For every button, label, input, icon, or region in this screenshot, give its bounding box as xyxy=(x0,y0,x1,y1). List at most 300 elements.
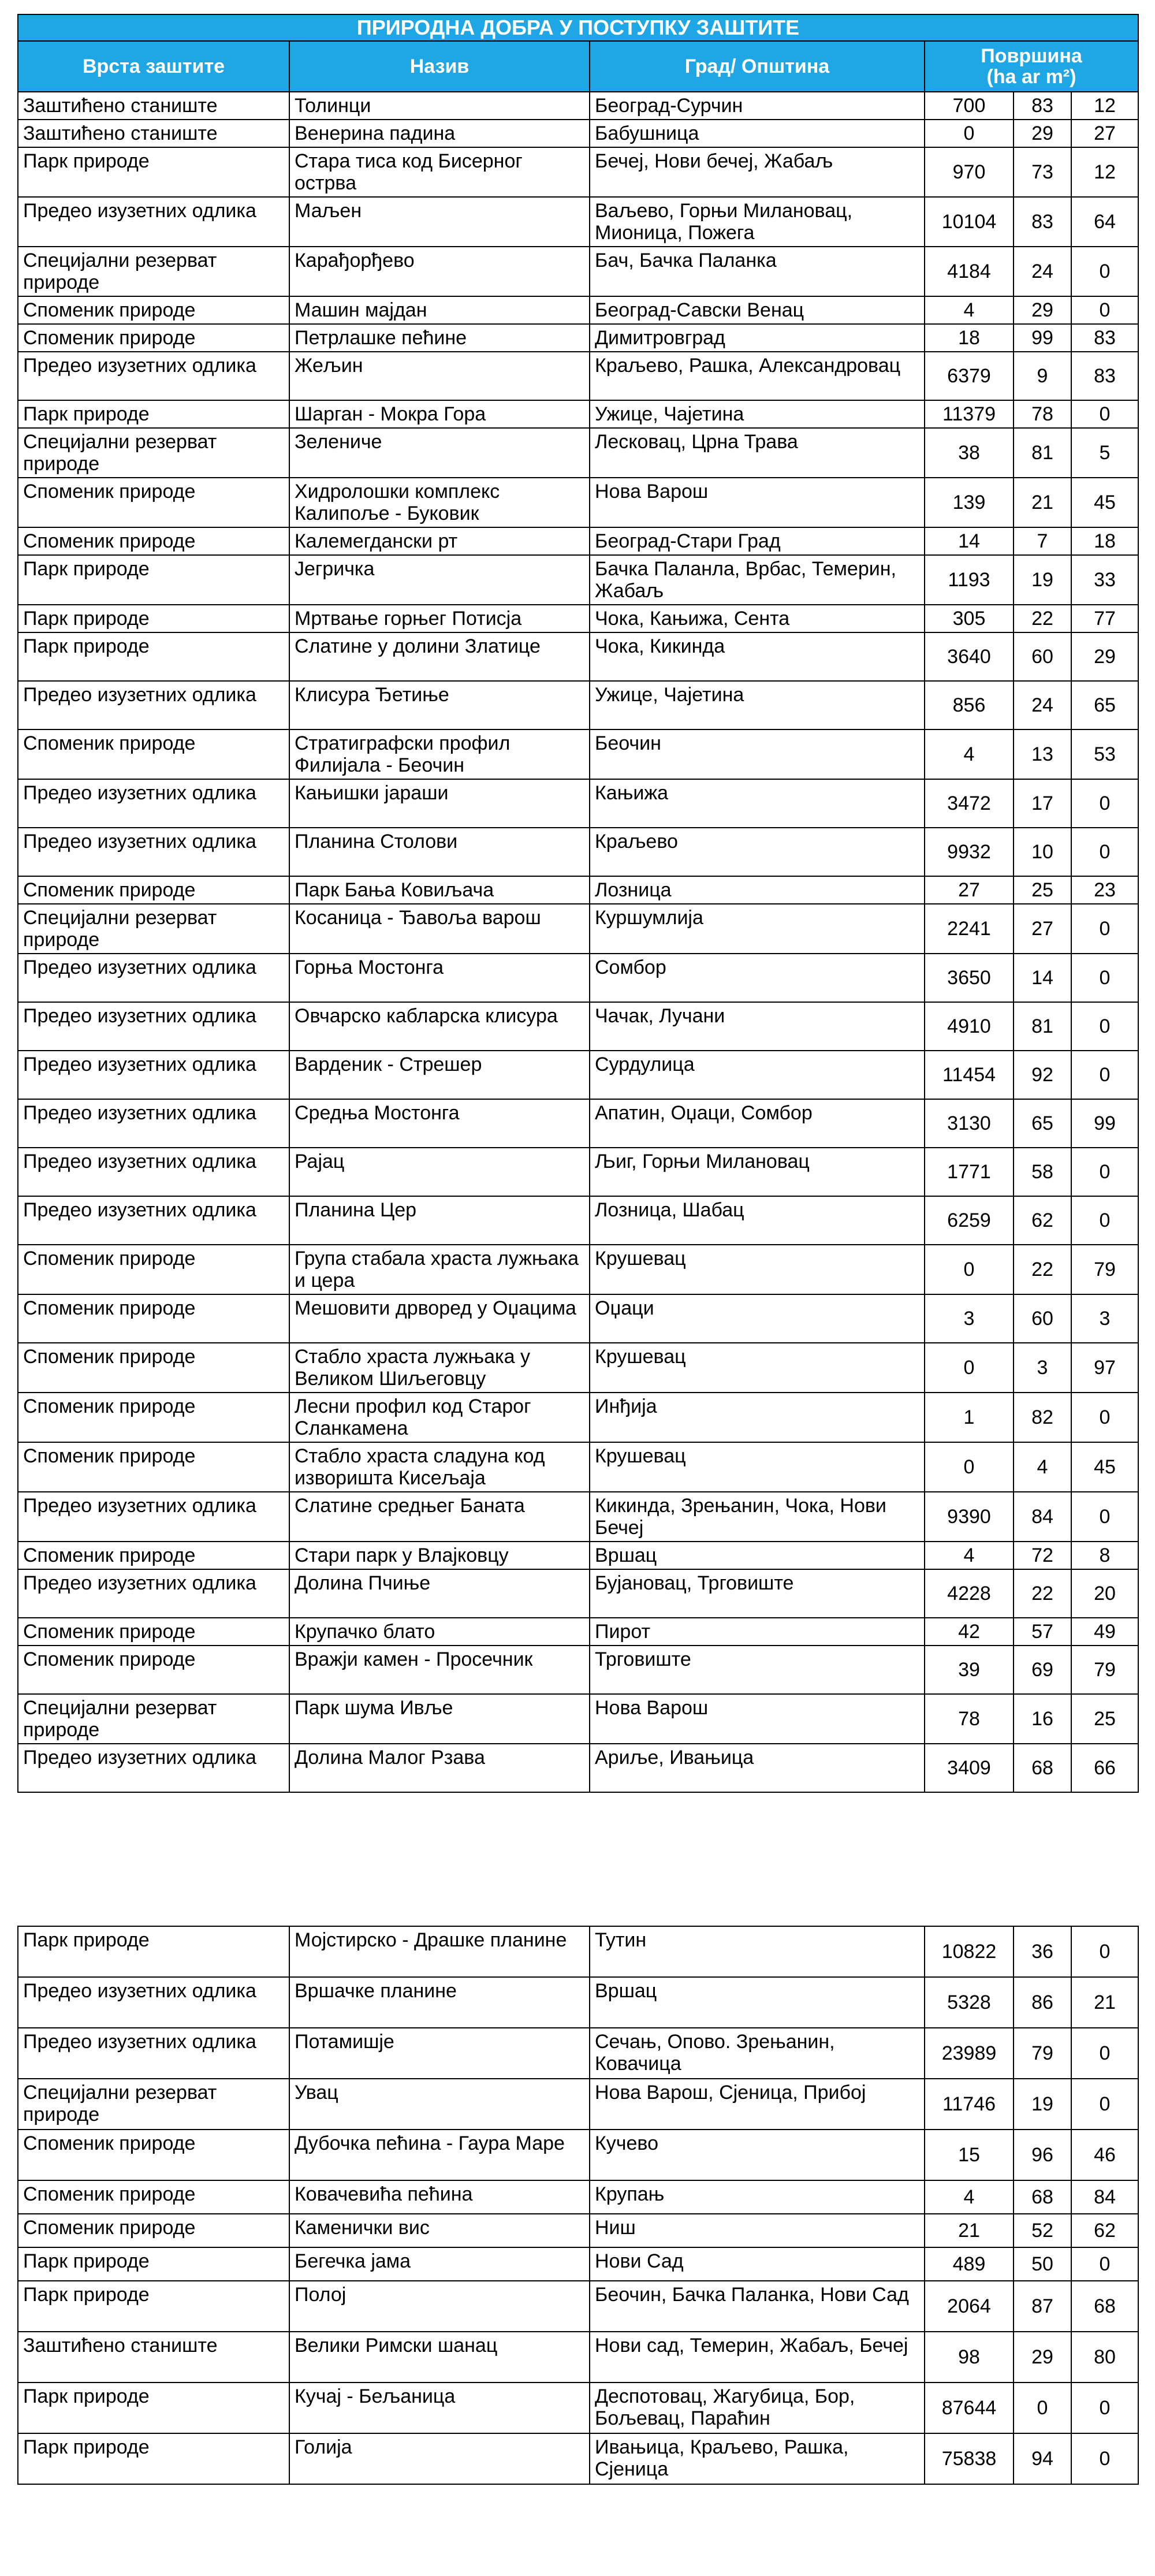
cell-name: Слатине у долини Златице xyxy=(289,632,590,681)
cell-m2: 0 xyxy=(1071,828,1138,876)
cell-type: Парк природе xyxy=(18,555,289,605)
cell-type: Споменик природе xyxy=(18,1294,289,1343)
table-row xyxy=(18,1646,1138,1694)
cell-name: Горња Мостонга xyxy=(289,954,590,1002)
cell-city: Бујановац, Трговиште xyxy=(590,1569,925,1618)
cell-name: Лесни профил код Старог Сланкамена xyxy=(289,1393,590,1442)
cell-city: Тутин xyxy=(590,1926,925,1977)
cell-city: Бечеј, Нови бечеј, Жабаљ xyxy=(590,147,925,197)
cell-m2: 0 xyxy=(1071,1051,1138,1099)
cell-ha: 21 xyxy=(925,2214,1014,2247)
cell-type: Парк природе xyxy=(18,147,289,197)
cell-city: Београд-Савски Венац xyxy=(590,296,925,324)
cell-ha: 10104 xyxy=(925,197,1014,247)
cell-m2: 0 xyxy=(1071,400,1138,428)
table-row xyxy=(18,1393,1138,1442)
cell-type: Предео изузетних одлика xyxy=(18,1099,289,1148)
cell-type: Споменик природе xyxy=(18,1343,289,1393)
table-row xyxy=(18,1294,1138,1343)
cell-m2: 97 xyxy=(1071,1343,1138,1393)
table-row xyxy=(18,1492,1138,1542)
cell-name: Машин мајдан xyxy=(289,296,590,324)
table-row xyxy=(18,954,1138,1002)
cell-name: Кучај - Бељаница xyxy=(289,2383,590,2433)
cell-name: Мешовити дрворед у Оџацима xyxy=(289,1294,590,1343)
table-row xyxy=(18,1196,1138,1245)
cell-type: Специјални резерват природе xyxy=(18,428,289,478)
cell-name: Увац xyxy=(289,2079,590,2130)
cell-ar: 22 xyxy=(1014,1569,1071,1618)
cell-ar: 73 xyxy=(1014,147,1071,197)
cell-city: Ивањица, Краљево, Рашка, Сјеница xyxy=(590,2433,925,2484)
cell-type: Специјални резерват природе xyxy=(18,1694,289,1744)
table-body xyxy=(18,92,1138,1792)
cell-city: Оџаци xyxy=(590,1294,925,1343)
cell-city: Ужице, Чајетина xyxy=(590,400,925,428)
cell-type: Предео изузетних одлика xyxy=(18,779,289,828)
cell-m2: 33 xyxy=(1071,555,1138,605)
cell-name: Косаница - Ђавоља варош xyxy=(289,904,590,954)
cell-ar: 52 xyxy=(1014,2214,1071,2247)
cell-type: Предео изузетних одлика xyxy=(18,1744,289,1792)
cell-m2: 8 xyxy=(1071,1542,1138,1569)
cell-city: Нова Варош xyxy=(590,1694,925,1744)
header-type: Врста заштите xyxy=(18,41,289,92)
cell-name: Стари парк у Влајковцу xyxy=(289,1542,590,1569)
cell-type: Заштићено станиште xyxy=(18,2332,289,2383)
cell-ha: 23989 xyxy=(925,2028,1014,2079)
table-title: ПРИРОДНА ДОБРА У ПОСТУПКУ ЗАШТИТЕ xyxy=(18,14,1138,41)
cell-m2: 66 xyxy=(1071,1744,1138,1792)
cell-type: Споменик природе xyxy=(18,1646,289,1694)
cell-name: Стара тиса код Бисерног острва xyxy=(289,147,590,197)
table-row xyxy=(18,1744,1138,1792)
cell-name: Мојстирско - Драшке планине xyxy=(289,1926,590,1977)
cell-name: Планина Цер xyxy=(289,1196,590,1245)
cell-ha: 0 xyxy=(925,1442,1014,1492)
cell-city: Беочин xyxy=(590,729,925,779)
cell-type: Предео изузетних одлика xyxy=(18,1492,289,1542)
cell-ar: 83 xyxy=(1014,92,1071,120)
table-row xyxy=(18,2214,1138,2247)
cell-city: Сурдулица xyxy=(590,1051,925,1099)
cell-ar: 17 xyxy=(1014,779,1071,828)
cell-ha: 3 xyxy=(925,1294,1014,1343)
cell-m2: 0 xyxy=(1071,296,1138,324)
cell-city: Крупањ xyxy=(590,2180,925,2214)
cell-type: Парк природе xyxy=(18,2281,289,2332)
cell-name: Венерина падина xyxy=(289,120,590,147)
cell-ha: 0 xyxy=(925,1245,1014,1294)
cell-ar: 72 xyxy=(1014,1542,1071,1569)
cell-type: Предео изузетних одлика xyxy=(18,2028,289,2079)
table-row xyxy=(18,1343,1138,1393)
cell-m2: 49 xyxy=(1071,1618,1138,1646)
cell-city: Нова Варош xyxy=(590,478,925,527)
cell-city: Бач, Бачка Паланка xyxy=(590,247,925,296)
table-row xyxy=(18,2028,1138,2079)
cell-type: Предео изузетних одлика xyxy=(18,1002,289,1051)
cell-ar: 57 xyxy=(1014,1618,1071,1646)
cell-name: Планина Столови xyxy=(289,828,590,876)
cell-type: Заштићено станиште xyxy=(18,92,289,120)
cell-m2: 77 xyxy=(1071,605,1138,632)
cell-m2: 0 xyxy=(1071,1393,1138,1442)
cell-city: Београд-Стари Град xyxy=(590,527,925,555)
cell-ar: 78 xyxy=(1014,400,1071,428)
cell-ar: 60 xyxy=(1014,632,1071,681)
cell-m2: 0 xyxy=(1071,1002,1138,1051)
cell-ar: 81 xyxy=(1014,428,1071,478)
cell-name: Овчарско кабларска клисура xyxy=(289,1002,590,1051)
cell-ar: 69 xyxy=(1014,1646,1071,1694)
cell-type: Споменик природе xyxy=(18,296,289,324)
cell-ha: 27 xyxy=(925,876,1014,904)
cell-ha: 4228 xyxy=(925,1569,1014,1618)
table-row xyxy=(18,296,1138,324)
cell-ha: 3650 xyxy=(925,954,1014,1002)
cell-ha: 75838 xyxy=(925,2433,1014,2484)
cell-ha: 0 xyxy=(925,120,1014,147)
table-row xyxy=(18,779,1138,828)
cell-city: Вршац xyxy=(590,1977,925,2028)
cell-ha: 970 xyxy=(925,147,1014,197)
cell-name: Парк шума Ивље xyxy=(289,1694,590,1744)
cell-ar: 14 xyxy=(1014,954,1071,1002)
cell-m2: 0 xyxy=(1071,904,1138,954)
cell-ha: 4184 xyxy=(925,247,1014,296)
table-row xyxy=(18,2130,1138,2180)
cell-m2: 0 xyxy=(1071,1926,1138,1977)
cell-name: Стабло храста лужњака у Великом Шиљеговцу xyxy=(289,1343,590,1393)
cell-m2: 0 xyxy=(1071,2028,1138,2079)
table-row xyxy=(18,247,1138,296)
cell-ar: 83 xyxy=(1014,197,1071,247)
cell-type: Споменик природе xyxy=(18,1245,289,1294)
cell-m2: 20 xyxy=(1071,1569,1138,1618)
cell-ha: 0 xyxy=(925,1343,1014,1393)
cell-m2: 45 xyxy=(1071,1442,1138,1492)
table-row xyxy=(18,2433,1138,2484)
cell-m2: 99 xyxy=(1071,1099,1138,1148)
cell-city: Београд-Сурчин xyxy=(590,92,925,120)
cell-ha: 15 xyxy=(925,2130,1014,2180)
table-row xyxy=(18,400,1138,428)
cell-ar: 36 xyxy=(1014,1926,1071,1977)
cell-ha: 2064 xyxy=(925,2281,1014,2332)
table-row xyxy=(18,2332,1138,2383)
cell-ar: 68 xyxy=(1014,1744,1071,1792)
table-row xyxy=(18,428,1138,478)
cell-ha: 856 xyxy=(925,681,1014,729)
cell-name: Кањишки јараши xyxy=(289,779,590,828)
cell-city: Деспотовац, Жагубица, Бор, Бољевац, Параћин xyxy=(590,2383,925,2433)
cell-ha: 11454 xyxy=(925,1051,1014,1099)
cell-name: Стратиграфски профил Филијала - Беочин xyxy=(289,729,590,779)
cell-city: Ариље, Ивањица xyxy=(590,1744,925,1792)
cell-ha: 3409 xyxy=(925,1744,1014,1792)
cell-type: Парк природе xyxy=(18,2247,289,2281)
cell-city: Куршумлија xyxy=(590,904,925,954)
cell-ha: 5328 xyxy=(925,1977,1014,2028)
cell-name: Средња Мостонга xyxy=(289,1099,590,1148)
table-row xyxy=(18,904,1138,954)
cell-city: Нови сад, Темерин, Жабаљ, Бечеј xyxy=(590,2332,925,2383)
table-body-continued xyxy=(18,1926,1138,2484)
cell-type: Предео изузетних одлика xyxy=(18,1977,289,2028)
cell-m2: 0 xyxy=(1071,2247,1138,2281)
cell-m2: 0 xyxy=(1071,954,1138,1002)
cell-ha: 4 xyxy=(925,296,1014,324)
table-row xyxy=(18,1542,1138,1569)
cell-m2: 27 xyxy=(1071,120,1138,147)
cell-city: Кањижа xyxy=(590,779,925,828)
cell-ar: 79 xyxy=(1014,2028,1071,2079)
cell-name: Група стабала храста лужњака и цера xyxy=(289,1245,590,1294)
cell-m2: 3 xyxy=(1071,1294,1138,1343)
cell-city: Димитровград xyxy=(590,324,925,352)
cell-ar: 19 xyxy=(1014,555,1071,605)
cell-name: Шарган - Мокра Гора xyxy=(289,400,590,428)
cell-ha: 9390 xyxy=(925,1492,1014,1542)
cell-ar: 3 xyxy=(1014,1343,1071,1393)
table-row xyxy=(18,120,1138,147)
cell-type: Предео изузетних одлика xyxy=(18,197,289,247)
table-row xyxy=(18,2383,1138,2433)
protected-areas-table xyxy=(17,14,1139,1793)
cell-m2: 23 xyxy=(1071,876,1138,904)
cell-name: Долина Пчиње xyxy=(289,1569,590,1618)
table-row xyxy=(18,555,1138,605)
cell-ar: 4 xyxy=(1014,1442,1071,1492)
cell-ar: 9 xyxy=(1014,352,1071,400)
cell-m2: 83 xyxy=(1071,352,1138,400)
header-area xyxy=(925,41,1138,92)
cell-ar: 29 xyxy=(1014,2332,1071,2383)
cell-name: Петрлашке пећине xyxy=(289,324,590,352)
cell-ha: 700 xyxy=(925,92,1014,120)
cell-m2: 0 xyxy=(1071,1492,1138,1542)
cell-type: Парк природе xyxy=(18,2383,289,2433)
header-area-label: Површина xyxy=(981,45,1082,67)
cell-type: Предео изузетних одлика xyxy=(18,1196,289,1245)
cell-name: Дубочка пећина - Гаура Маре xyxy=(289,2130,590,2180)
cell-ha: 6259 xyxy=(925,1196,1014,1245)
cell-city: Трговиште xyxy=(590,1646,925,1694)
table-row xyxy=(18,1977,1138,2028)
cell-ha: 11746 xyxy=(925,2079,1014,2130)
cell-type: Предео изузетних одлика xyxy=(18,352,289,400)
cell-ha: 78 xyxy=(925,1694,1014,1744)
cell-ar: 10 xyxy=(1014,828,1071,876)
cell-city: Лозница xyxy=(590,876,925,904)
cell-m2: 0 xyxy=(1071,247,1138,296)
cell-ha: 305 xyxy=(925,605,1014,632)
table-row xyxy=(18,729,1138,779)
cell-name: Голија xyxy=(289,2433,590,2484)
cell-ar: 24 xyxy=(1014,681,1071,729)
cell-ha: 39 xyxy=(925,1646,1014,1694)
cell-city: Крушевац xyxy=(590,1245,925,1294)
cell-city: Вршац xyxy=(590,1542,925,1569)
cell-name: Долина Малог Рзава xyxy=(289,1744,590,1792)
cell-type: Предео изузетних одлика xyxy=(18,954,289,1002)
table-row xyxy=(18,1694,1138,1744)
cell-ar: 22 xyxy=(1014,1245,1071,1294)
cell-ha: 9932 xyxy=(925,828,1014,876)
cell-m2: 68 xyxy=(1071,2281,1138,2332)
cell-city: Сечањ, Опово. Зрењанин, Ковачица xyxy=(590,2028,925,2079)
cell-ar: 81 xyxy=(1014,1002,1071,1051)
cell-name: Карађорђево xyxy=(289,247,590,296)
cell-type: Споменик природе xyxy=(18,2130,289,2180)
cell-city: Бабушница xyxy=(590,120,925,147)
cell-name: Каменички вис xyxy=(289,2214,590,2247)
table-row xyxy=(18,147,1138,197)
cell-city: Ужице, Чајетина xyxy=(590,681,925,729)
cell-type: Парк природе xyxy=(18,1926,289,1977)
cell-name: Стабло храста сладуна код изворишта Кисељаја xyxy=(289,1442,590,1492)
cell-type: Споменик природе xyxy=(18,1393,289,1442)
cell-city: Крушевац xyxy=(590,1442,925,1492)
cell-type: Парк природе xyxy=(18,632,289,681)
cell-ar: 19 xyxy=(1014,2079,1071,2130)
cell-ar: 21 xyxy=(1014,478,1071,527)
cell-m2: 0 xyxy=(1071,779,1138,828)
cell-city: Чачак, Лучани xyxy=(590,1002,925,1051)
cell-city: Нова Варош, Сјеница, Прибој xyxy=(590,2079,925,2130)
cell-type: Споменик природе xyxy=(18,1618,289,1646)
cell-ar: 99 xyxy=(1014,324,1071,352)
table-row xyxy=(18,1099,1138,1148)
cell-ar: 96 xyxy=(1014,2130,1071,2180)
table-row xyxy=(18,1148,1138,1196)
cell-name: Хидролошки комплекс Калипоље - Буковик xyxy=(289,478,590,527)
cell-ha: 11379 xyxy=(925,400,1014,428)
cell-name: Ковачевића пећина xyxy=(289,2180,590,2214)
cell-city: Пирот xyxy=(590,1618,925,1646)
cell-ha: 4 xyxy=(925,1542,1014,1569)
cell-ha: 14 xyxy=(925,527,1014,555)
header-name: Назив xyxy=(289,41,590,92)
cell-ha: 3130 xyxy=(925,1099,1014,1148)
cell-city: Краљево xyxy=(590,828,925,876)
cell-m2: 79 xyxy=(1071,1245,1138,1294)
cell-city: Апатин, Оџаци, Сомбор xyxy=(590,1099,925,1148)
table-row xyxy=(18,876,1138,904)
cell-name: Велики Римски шанац xyxy=(289,2332,590,2383)
cell-type: Специјални резерват природе xyxy=(18,247,289,296)
cell-type: Споменик природе xyxy=(18,1442,289,1492)
cell-ha: 10822 xyxy=(925,1926,1014,1977)
table-row xyxy=(18,1442,1138,1492)
cell-ha: 38 xyxy=(925,428,1014,478)
cell-city: Љиг, Горњи Милановац xyxy=(590,1148,925,1196)
cell-ha: 1193 xyxy=(925,555,1014,605)
cell-type: Споменик природе xyxy=(18,324,289,352)
cell-type: Споменик природе xyxy=(18,1542,289,1569)
cell-type: Споменик природе xyxy=(18,2214,289,2247)
cell-ha: 4910 xyxy=(925,1002,1014,1051)
cell-m2: 45 xyxy=(1071,478,1138,527)
cell-ha: 98 xyxy=(925,2332,1014,2383)
table-row xyxy=(18,324,1138,352)
cell-ar: 22 xyxy=(1014,605,1071,632)
cell-m2: 12 xyxy=(1071,147,1138,197)
cell-city: Крушевац xyxy=(590,1343,925,1393)
cell-ha: 18 xyxy=(925,324,1014,352)
cell-name: Бегечка јама xyxy=(289,2247,590,2281)
cell-type: Парк природе xyxy=(18,2433,289,2484)
cell-name: Полој xyxy=(289,2281,590,2332)
cell-ha: 87644 xyxy=(925,2383,1014,2433)
cell-name: Вршачке планине xyxy=(289,1977,590,2028)
cell-type: Предео изузетних одлика xyxy=(18,1051,289,1099)
cell-name: Крупачко блато xyxy=(289,1618,590,1646)
cell-type: Заштићено станиште xyxy=(18,120,289,147)
cell-city: Беочин, Бачка Паланка, Нови Сад xyxy=(590,2281,925,2332)
cell-name: Клисура Ђетиње xyxy=(289,681,590,729)
cell-m2: 0 xyxy=(1071,2079,1138,2130)
cell-type: Парк природе xyxy=(18,400,289,428)
cell-city: Ваљево, Горњи Милановац, Мионица, Пожега xyxy=(590,197,925,247)
cell-m2: 80 xyxy=(1071,2332,1138,2383)
cell-ar: 16 xyxy=(1014,1694,1071,1744)
cell-m2: 29 xyxy=(1071,632,1138,681)
table-row xyxy=(18,352,1138,400)
cell-name: Јегричка xyxy=(289,555,590,605)
header-city: Град/ Општина xyxy=(590,41,925,92)
table-row xyxy=(18,2281,1138,2332)
cell-type: Специјални резерват природе xyxy=(18,904,289,954)
table-row xyxy=(18,2247,1138,2281)
cell-city: Чока, Кикинда xyxy=(590,632,925,681)
cell-ar: 24 xyxy=(1014,247,1071,296)
cell-type: Споменик природе xyxy=(18,478,289,527)
table-row xyxy=(18,605,1138,632)
cell-m2: 79 xyxy=(1071,1646,1138,1694)
cell-name: Толинци xyxy=(289,92,590,120)
cell-type: Специјални резерват природе xyxy=(18,2079,289,2130)
cell-m2: 25 xyxy=(1071,1694,1138,1744)
cell-m2: 0 xyxy=(1071,2383,1138,2433)
cell-ha: 489 xyxy=(925,2247,1014,2281)
cell-ha: 4 xyxy=(925,2180,1014,2214)
cell-m2: 0 xyxy=(1071,1196,1138,1245)
cell-city: Краљево, Рашка, Александровац xyxy=(590,352,925,400)
cell-m2: 0 xyxy=(1071,2433,1138,2484)
cell-m2: 18 xyxy=(1071,527,1138,555)
cell-name: Рајац xyxy=(289,1148,590,1196)
cell-ar: 84 xyxy=(1014,1492,1071,1542)
cell-ar: 86 xyxy=(1014,1977,1071,2028)
cell-ha: 4 xyxy=(925,729,1014,779)
cell-ar: 62 xyxy=(1014,1196,1071,1245)
protected-areas-table-continued xyxy=(17,1926,1139,2485)
cell-type: Споменик природе xyxy=(18,876,289,904)
cell-name: Потамишје xyxy=(289,2028,590,2079)
table-row xyxy=(18,681,1138,729)
cell-ar: 65 xyxy=(1014,1099,1071,1148)
cell-m2: 65 xyxy=(1071,681,1138,729)
cell-name: Слатине средњег Баната xyxy=(289,1492,590,1542)
table-row xyxy=(18,2079,1138,2130)
cell-ha: 2241 xyxy=(925,904,1014,954)
table-row xyxy=(18,1245,1138,1294)
cell-name: Парк Бања Ковиљача xyxy=(289,876,590,904)
table-row xyxy=(18,1926,1138,1977)
table-row xyxy=(18,1618,1138,1646)
